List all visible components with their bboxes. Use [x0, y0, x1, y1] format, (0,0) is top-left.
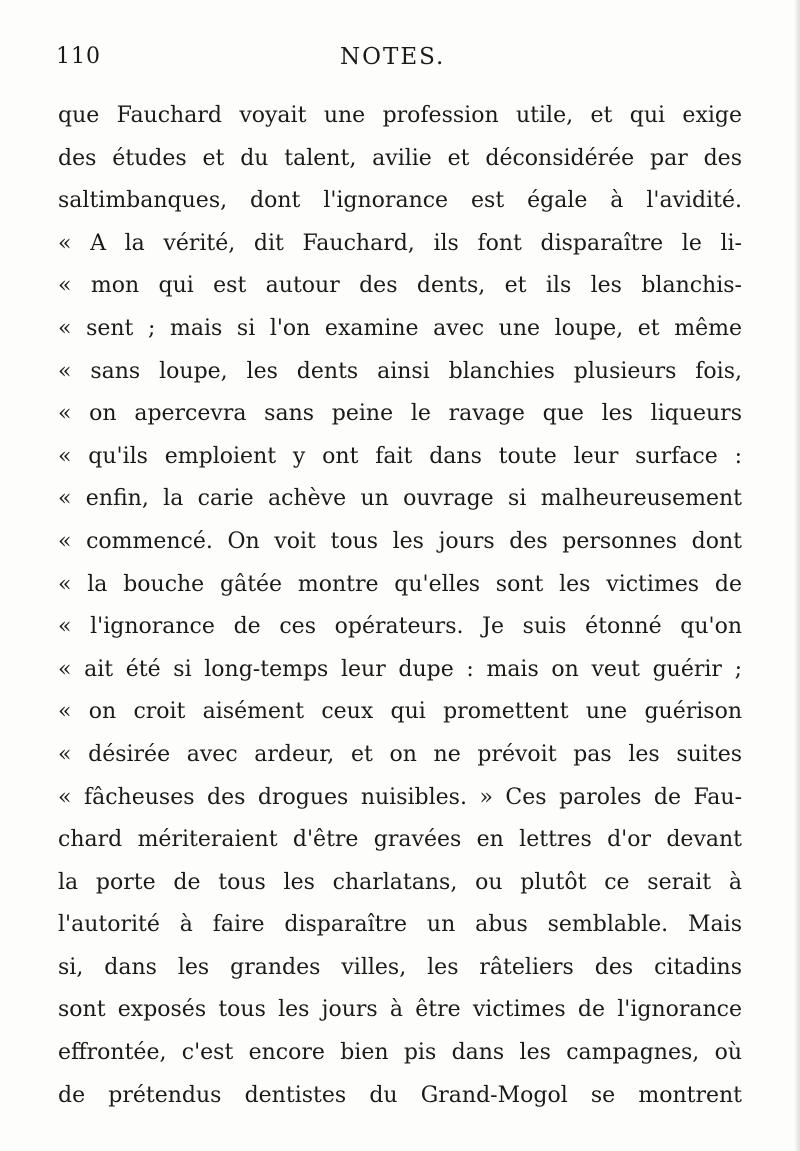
text-line: « la bouche gâtée montre qu'elles sont les victimes de	[58, 571, 742, 597]
text-line: effrontée, c'est encore bien pis dans les campagnes, où	[58, 1040, 742, 1066]
text-line: « sent ; mais si l'on examine avec une loupe, et même	[58, 315, 742, 341]
text-line: chard mériteraient d'être gravées en lettres d'or devant	[58, 827, 742, 853]
text-line: « ait été si long-temps leur dupe : mais on veut guérir ;	[58, 656, 742, 682]
text-line: que Fauchard voyait une profession utile, et qui exige	[58, 103, 742, 128]
text-line: « qu'ils emploient y ont fait dans toute leur surface :	[58, 443, 742, 469]
text-line: « A la vérité, dit Fauchard, ils font disparaître le li-	[58, 230, 742, 256]
running-head	[0, 44, 800, 76]
text-line: « mon qui est autour des dents, et ils les blanchis-	[58, 273, 742, 299]
text-line: « fâcheuses des drogues nuisibles. » Ces paroles de Fau-	[58, 784, 742, 810]
text-line: l'autorité à faire disparaître un abus semblable. Mais	[58, 912, 742, 938]
running-head-title: NOTES.	[340, 44, 446, 70]
text-line: « on croit aisément ceux qui promettent une guérison	[58, 699, 742, 725]
text-line: sont exposés tous les jours à être victimes de l'ignorance	[58, 997, 742, 1023]
page-edge-shadow	[794, 0, 800, 1151]
text-line: si, dans les grandes villes, les râteliers des citadins	[58, 954, 742, 980]
text-line: « sans loupe, les dents ainsi blanchies plusieurs fois,	[58, 358, 742, 384]
text-line: « l'ignorance de ces opérateurs. Je suis étonné qu'on	[58, 614, 742, 640]
text-line: de prétendus dentistes du Grand-Mogol se montrent	[58, 1082, 742, 1108]
text-line: « commencé. On voit tous les jours des personnes dont	[58, 528, 742, 554]
page-number: 110	[56, 44, 101, 69]
text-line: « enfin, la carie achève un ouvrage si malheureusement	[58, 486, 742, 512]
text-line: la porte de tous les charlatans, ou plutôt ce serait à	[58, 869, 742, 895]
body-text	[58, 95, 742, 1117]
text-line: « désirée avec ardeur, et on ne prévoit pas les suites	[58, 741, 742, 767]
text-line: saltimbanques, dont l'ignorance est égale à l'avidité.	[58, 188, 742, 214]
text-line: « on apercevra sans peine le ravage que les liqueurs	[58, 401, 742, 427]
text-line: des études et du talent, avilie et déconsidérée par des	[58, 145, 742, 171]
